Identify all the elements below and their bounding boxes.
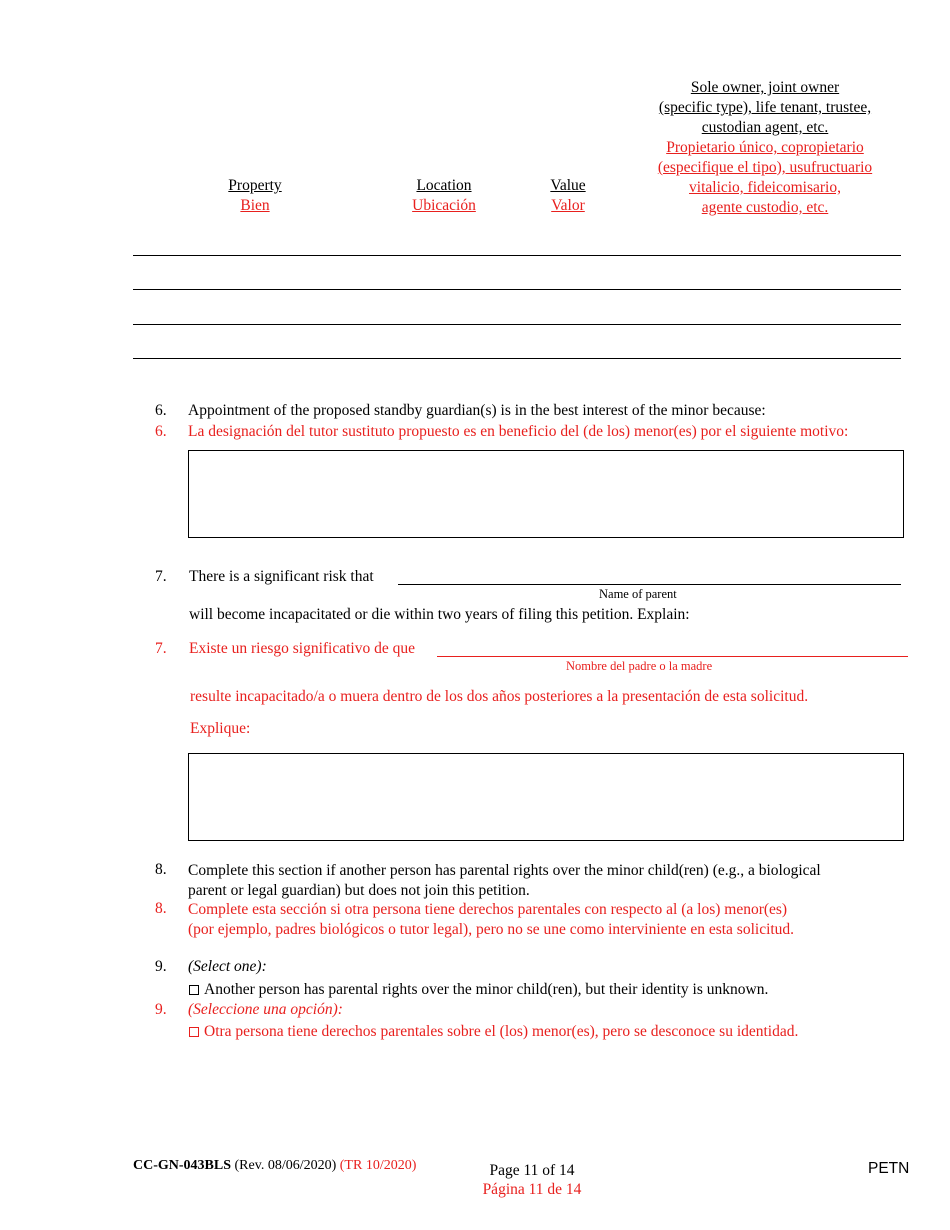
item-8-number-en: 8. (155, 861, 167, 878)
owner-header (645, 78, 885, 218)
property-row-line-2[interactable] (133, 289, 901, 290)
item-7-explain-es: Explique: (190, 720, 251, 737)
form-id: CC-GN-043BLS (133, 1158, 232, 1173)
parent-name-field-es[interactable] (437, 656, 908, 657)
item-7-explain-box[interactable] (188, 753, 904, 841)
owner-header-es-4: agente custodio, etc. (701, 199, 829, 216)
item-9-number-es: 9. (155, 1001, 167, 1018)
item-8-en-line-2: parent or legal guardian) but does not join this petition. (188, 882, 530, 899)
item-8-number-es: 8. (155, 900, 167, 917)
item-6-number-en: 6. (155, 402, 167, 419)
item-6-text-es: La designación del tutor sustituto propuesto es en beneficio del (de los) menor(es) por el siguiente motivo: (188, 423, 849, 440)
form-revision: (Rev. 08/06/2020) (234, 1158, 337, 1173)
item-9-instruction-en: (Select one): (188, 958, 267, 975)
property-header (205, 176, 305, 216)
checkbox-icon[interactable] (189, 1027, 199, 1037)
item-7-number-en: 7. (155, 568, 167, 585)
item-9-option-es[interactable] (189, 1023, 798, 1041)
property-row-line-4[interactable] (133, 358, 901, 359)
form-translation-rev: (TR 10/2020) (339, 1158, 417, 1173)
owner-header-es-3: vitalicio, fideicomisario, (689, 179, 841, 196)
location-header-es: Ubicación (412, 197, 476, 214)
property-header-en: Property (228, 177, 282, 194)
item-7-number-es: 7. (155, 640, 167, 657)
item-7-lead-es: Existe un riesgo significativo de que (189, 640, 415, 657)
item-6-number-es: 6. (155, 423, 167, 440)
form-code: PETN (868, 1160, 910, 1177)
property-row-line-1[interactable] (133, 255, 901, 256)
page-number (462, 1161, 602, 1199)
property-header-es: Bien (240, 197, 270, 214)
item-9-option-en[interactable] (189, 981, 768, 999)
item-6-text-en: Appointment of the proposed standby guardian(s) is in the best interest of the minor because: (188, 402, 766, 419)
parent-name-label-es: Nombre del padre o la madre (566, 659, 713, 673)
owner-header-es-1: Propietario único, copropietario (666, 139, 864, 156)
item-8-es-line-1: Complete esta sección si otra persona tiene derechos parentales con respecto al (a los) menor(es) (188, 901, 788, 918)
page-number-es: Página 11 de 14 (482, 1181, 582, 1198)
value-header-en: Value (550, 177, 586, 194)
owner-header-es-2: (especifique el tipo), usufructuario (657, 159, 873, 176)
item-6-reason-box[interactable] (188, 450, 904, 538)
page-number-en: Page 11 of 14 (489, 1162, 575, 1179)
parent-name-label-en: Name of parent (599, 587, 677, 601)
item-9-number-en: 9. (155, 958, 167, 975)
item-7-lead-en: There is a significant risk that (189, 568, 374, 585)
owner-header-en-2: (specific type), life tenant, trustee, (658, 99, 872, 116)
item-7-tail-es: resulte incapacitado/a o muera dentro de los dos años posteriores a la presentación de esta solicitud. (190, 688, 809, 705)
parent-name-field-en[interactable] (398, 584, 901, 585)
footer-form-id (133, 1158, 416, 1174)
item-9-option-en-label: Another person has parental rights over the minor child(ren), but their identity is unknown. (204, 981, 769, 998)
item-8-es-line-2: (por ejemplo, padres biológicos o tutor legal), pero no se une como interviniente en esta solicitud. (188, 921, 795, 938)
owner-header-en-3: custodian agent, etc. (701, 119, 829, 136)
item-8-text-en (188, 861, 821, 901)
checkbox-icon[interactable] (189, 985, 199, 995)
value-header (528, 176, 608, 216)
item-9-option-es-label: Otra persona tiene derechos parentales sobre el (los) menor(es), pero se desconoce su identidad. (204, 1023, 799, 1040)
item-8-en-line-1: Complete this section if another person has parental rights over the minor child(ren) (e.g., a biological (188, 862, 821, 879)
item-7-tail-en: will become incapacitated or die within two years of filing this petition. Explain: (189, 606, 690, 623)
item-8-text-es (188, 900, 794, 940)
value-header-es: Valor (551, 197, 585, 214)
location-header (394, 176, 494, 216)
item-9-instruction-es: (Seleccione una opción): (188, 1001, 343, 1018)
owner-header-en-1: Sole owner, joint owner (690, 79, 840, 96)
location-header-en: Location (416, 177, 472, 194)
property-row-line-3[interactable] (133, 324, 901, 325)
